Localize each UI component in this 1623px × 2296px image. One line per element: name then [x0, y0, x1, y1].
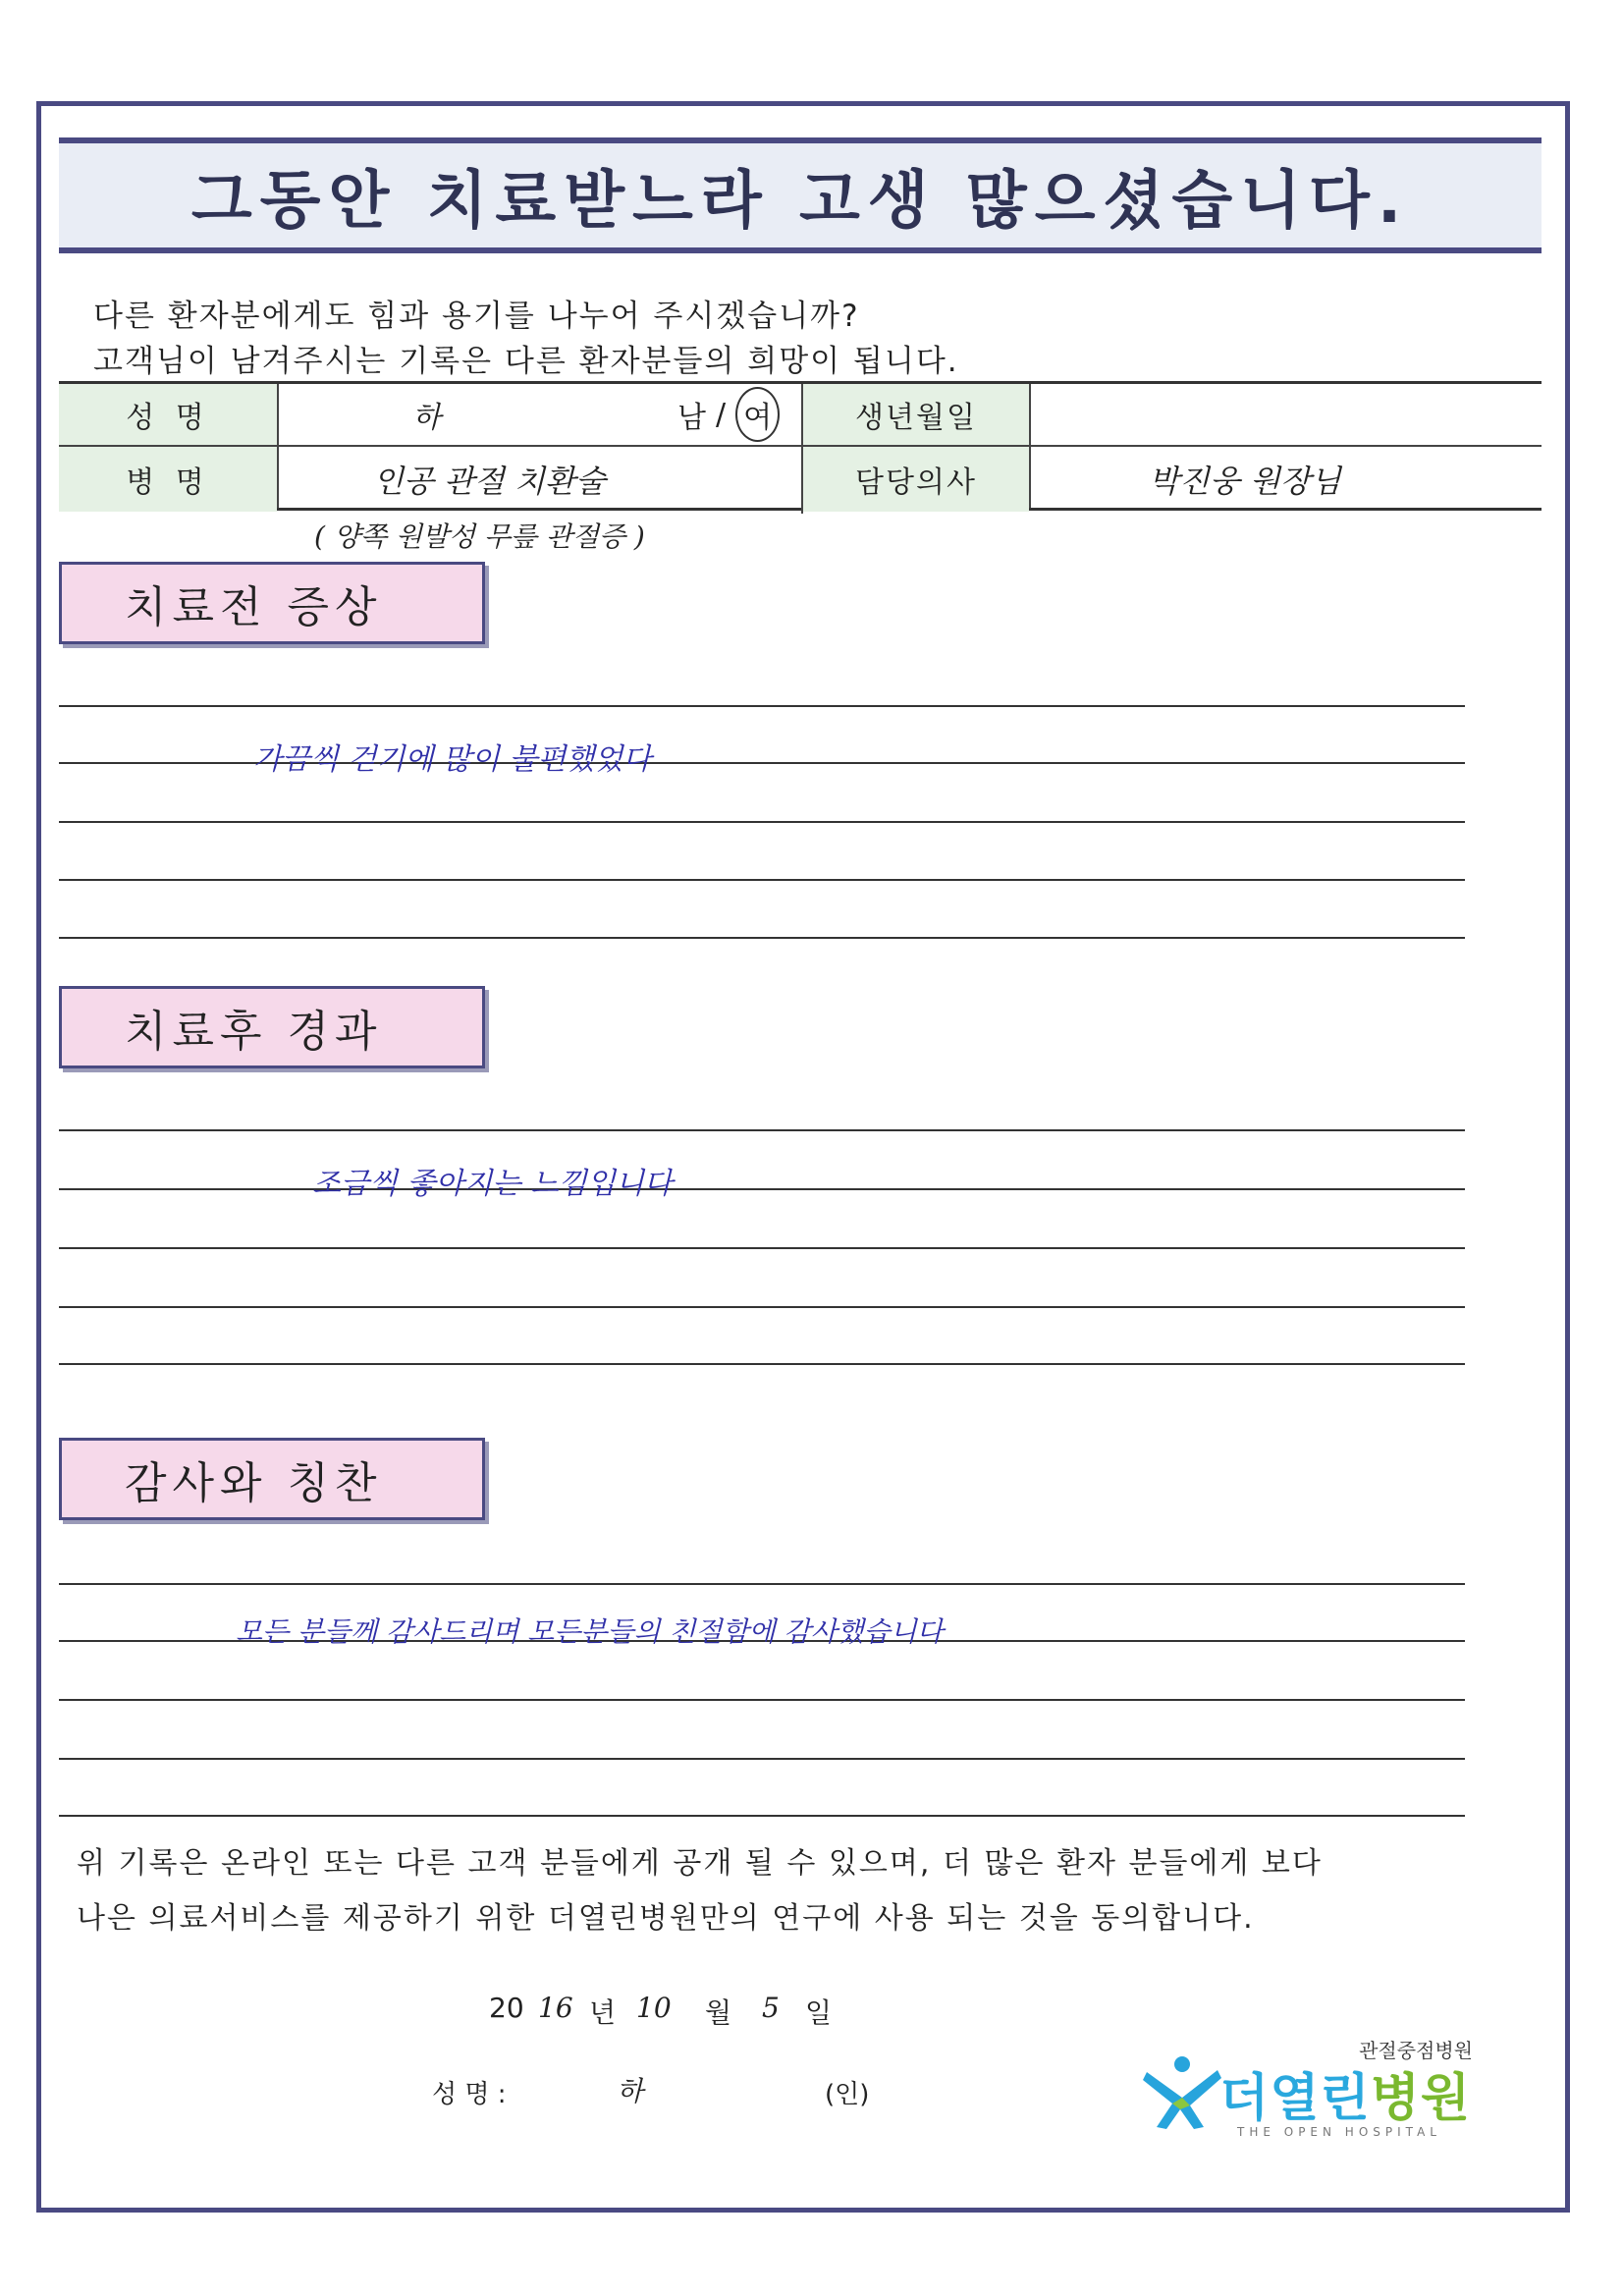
- birth-value: [1031, 384, 1542, 445]
- patient-info-table: [59, 381, 1542, 511]
- gender-field: [677, 384, 780, 445]
- thanks-text: 모든 분들께 감사드리며 모든분들의 친절함에 감사했습니다: [236, 1615, 944, 1648]
- doctor-value: 박진웅 원장님: [1149, 463, 1341, 500]
- writing-line: [59, 821, 1465, 823]
- writing-line: [59, 705, 1465, 707]
- before-symptoms-text: 가끔씩 걷기에 많이 불편했었다: [253, 742, 652, 777]
- writing-line: [59, 1583, 1465, 1585]
- thanks-heading: 감사와 칭찬: [59, 1438, 485, 1520]
- after-treatment-heading: 치료후 경과: [59, 986, 485, 1068]
- name-value: 하: [412, 401, 441, 435]
- gender-female-circled: 여: [735, 387, 780, 442]
- signature-label: 성 명 :: [432, 2080, 507, 2109]
- signature-seal: (인): [825, 2080, 870, 2109]
- gender-male: 남: [677, 401, 706, 435]
- writing-line: [59, 1129, 1465, 1131]
- writing-line: [59, 1815, 1465, 1817]
- hospital-logo: [1139, 2035, 1473, 2153]
- name-label: 성 명: [59, 384, 277, 445]
- logo-figure-icon: [1139, 2054, 1223, 2131]
- writing-line: [59, 1363, 1465, 1365]
- date-day: 5: [762, 1992, 780, 2024]
- date-year-prefix: 20: [489, 1992, 524, 2024]
- date-month: 10: [636, 1992, 672, 2024]
- disease-label: 병 명: [59, 447, 277, 512]
- date-month-unit: 월: [705, 1996, 732, 2029]
- date-year-unit: 년: [589, 1996, 617, 2029]
- page-title-bar: [59, 137, 1542, 253]
- logo-english: THE OPEN HOSPITAL: [1237, 2125, 1441, 2139]
- disease-note: ( 양쪽 원발성 무릎 관절증 ): [314, 520, 645, 553]
- intro-line-2: 고객님이 남겨주시는 기록은 다른 환자분들의 희망이 됩니다.: [93, 344, 959, 379]
- logo-name-part1: 더열린: [1219, 2069, 1371, 2128]
- writing-line: [59, 1188, 1465, 1190]
- date-day-unit: 일: [805, 1996, 833, 2029]
- writing-line: [59, 879, 1465, 881]
- writing-line: [59, 1758, 1465, 1760]
- before-symptoms-heading: 치료전 증상: [59, 562, 485, 644]
- logo-name-part2: 병원: [1370, 2069, 1472, 2128]
- signature-value: 하: [617, 2075, 644, 2107]
- writing-line: [59, 937, 1465, 939]
- date-year-suffix: 16: [538, 1992, 573, 2024]
- intro-line-1: 다른 환자분에게도 힘과 용기를 나누어 주시겠습니까?: [93, 299, 860, 334]
- doctor-label: 담당의사: [803, 447, 1029, 512]
- writing-line: [59, 1306, 1465, 1308]
- after-treatment-text: 조금씩 좋아지는 느낌입니다: [312, 1167, 673, 1201]
- gender-separator: /: [715, 397, 727, 432]
- page-title: 그동안 치료받느라 고생 많으셨습니다.: [190, 165, 1410, 238]
- birth-label: 생년월일: [803, 384, 1029, 445]
- logo-tagline: 관절중점병원: [1359, 2039, 1473, 2062]
- writing-line: [59, 1699, 1465, 1701]
- disease-value: 인공 관절 치환술: [373, 463, 606, 500]
- writing-line: [59, 1247, 1465, 1249]
- consent-line-1: 위 기록은 온라인 또는 다른 고객 분들에게 공개 될 수 있으며, 더 많은 환자 분들에게 보다: [77, 1846, 1323, 1881]
- consent-line-2: 나은 의료서비스를 제공하기 위한 더열린병원만의 연구에 사용 되는 것을 동의합니다.: [77, 1901, 1255, 1936]
